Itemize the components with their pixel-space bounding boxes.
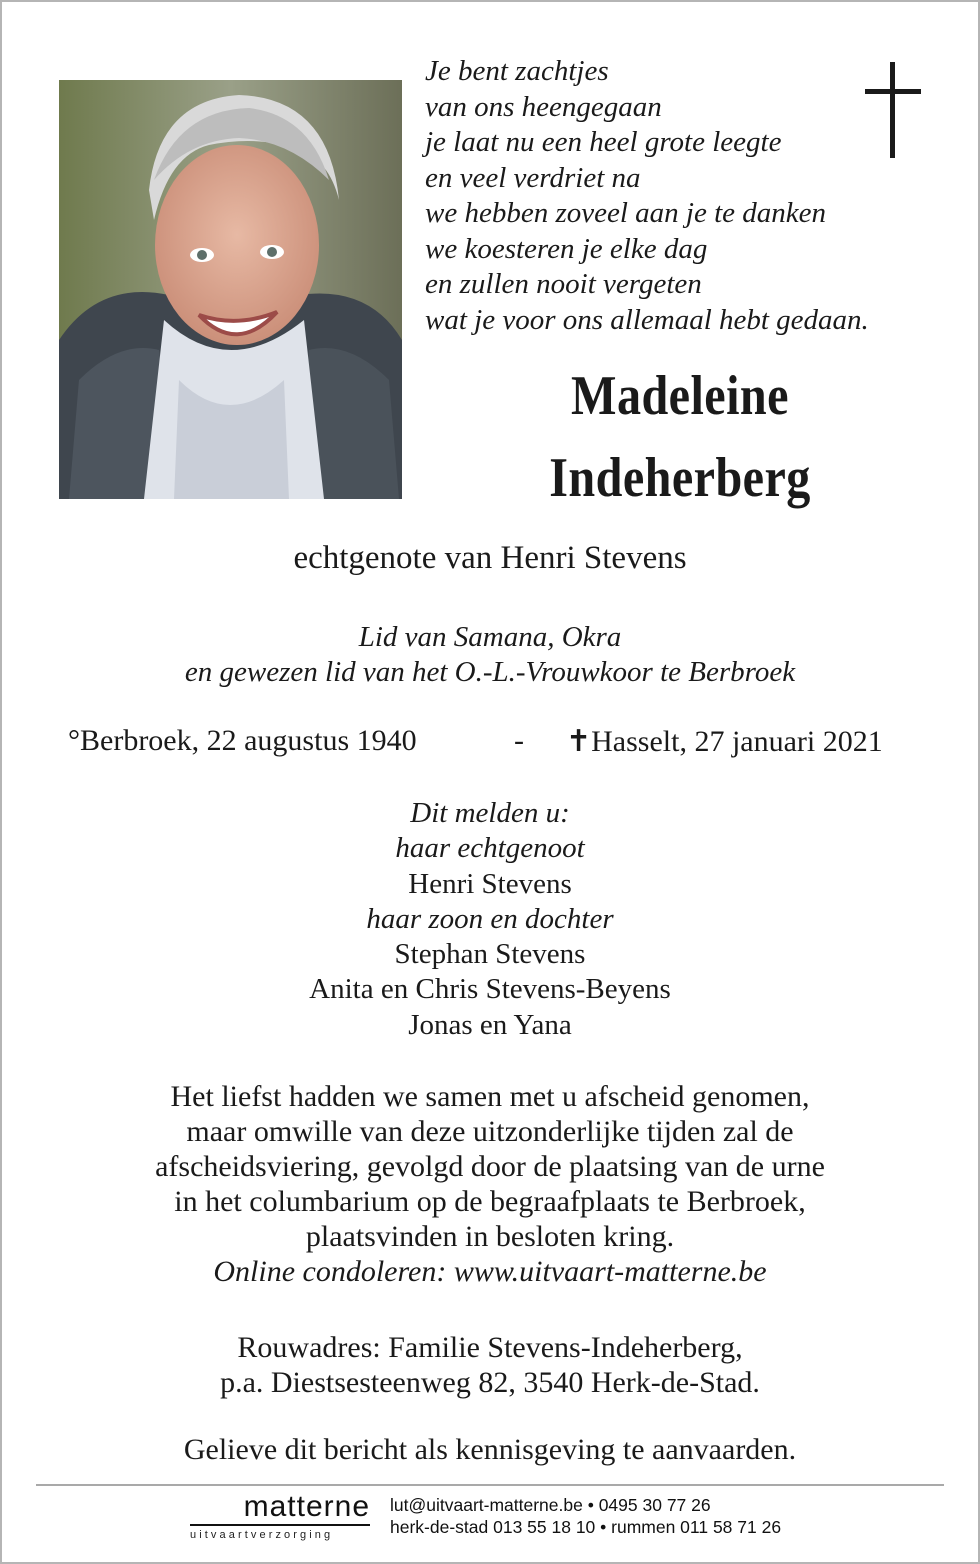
spouse-line: echtgenote van Henri Stevens <box>293 540 687 576</box>
message-line: in het columbarium op de begraafplaats te Berbroek, <box>174 1185 806 1218</box>
mourning-address <box>0 1330 980 1400</box>
message-line: afscheidsviering, gevolgd door de plaatsing van de urne <box>155 1150 825 1183</box>
matterne-logo <box>190 1492 370 1541</box>
poem-line: en veel verdriet na <box>425 161 641 194</box>
poem-line: en zullen nooit vergeten <box>425 268 702 300</box>
poem-line: we hebben zoveel aan je te danken <box>425 197 827 229</box>
poem-line: wat je voor ons allemaal hebt gedaan. <box>425 303 869 336</box>
children-label: haar zoon en dochter <box>366 902 614 935</box>
contact-line: herk-de-stad 013 55 18 10 • rummen 011 58 71 26 <box>390 1517 782 1537</box>
logo-word: matterne <box>243 1490 370 1523</box>
contact-line[interactable]: lut@uitvaart-matterne.be • 0495 30 77 26 <box>390 1495 711 1515</box>
membership-line: en gewezen lid van het O.-L.-Vrouwkoor te Berbroek <box>184 656 796 688</box>
spouse-name: Henri Stevens <box>408 867 572 900</box>
message-line: Het liefst hadden we samen met u afscheid genomen, <box>170 1080 810 1113</box>
online-condolence-link[interactable]: Online condoleren: www.uitvaart-matterne.be <box>213 1255 767 1288</box>
acknowledgement: Gelieve dit bericht als kennisgeving te aanvaarden. <box>183 1433 797 1466</box>
logo-subtitle: uitvaartverzorging <box>190 1529 334 1541</box>
message-line: plaatsvinden in besloten kring. <box>305 1220 675 1253</box>
death-date: ✝Hasselt, 27 januari 2021 <box>566 725 883 758</box>
poem-line: je laat nu een heel grote leegte <box>425 126 782 158</box>
poem-line: we koesteren je elke dag <box>425 232 708 265</box>
cross-icon <box>865 62 921 158</box>
family-member: Stephan Stevens <box>394 938 586 971</box>
family-member: Anita en Chris Stevens-Beyens <box>309 973 671 1006</box>
memberships <box>0 620 980 690</box>
contact-info <box>390 1494 781 1538</box>
poem-line: Je bent zachtjes <box>425 55 609 87</box>
announcement <box>0 796 980 1043</box>
message-line: maar omwille van deze uitzonderlijke tijden zal de <box>186 1115 794 1148</box>
deceased-last-name: Indeherberg <box>549 447 811 509</box>
address-line: Rouwadres: Familie Stevens-Indeherberg, <box>237 1331 743 1364</box>
funeral-message <box>0 1079 980 1289</box>
date-separator: - <box>514 724 524 757</box>
poem-line: van ons heengegaan <box>425 90 662 123</box>
announcement-intro: Dit melden u: <box>410 797 570 829</box>
address-line: p.a. Diestsesteenweg 82, 3540 Herk-de-Stad. <box>220 1366 760 1399</box>
portrait-photo <box>59 80 402 499</box>
spouse-label: haar echtgenoot <box>395 832 585 865</box>
family-member: Jonas en Yana <box>408 1008 572 1041</box>
birth-date: °Berbroek, 22 augustus 1940 <box>68 724 417 757</box>
footer-divider <box>36 1484 944 1486</box>
membership-line: Lid van Samana, Okra <box>358 621 622 653</box>
deceased-first-name: Madeleine <box>571 365 789 427</box>
